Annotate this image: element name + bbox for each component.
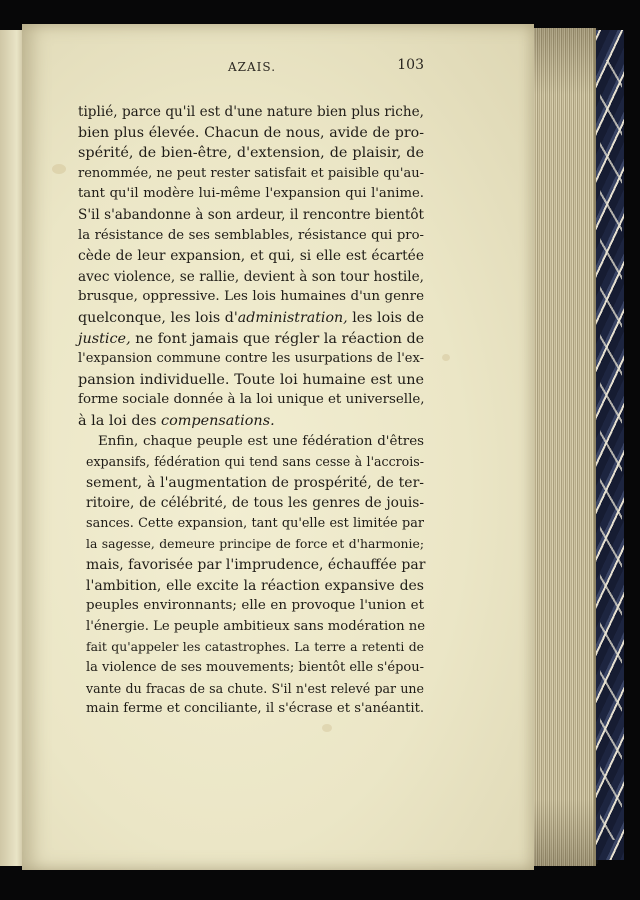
- foxing-spot: [52, 164, 66, 174]
- page-number: 103: [397, 57, 424, 73]
- text-line: brusque, oppressive. Les lois humaines d'un genre: [78, 289, 424, 305]
- text-line: ritoire, de célébrité, de tous les genres de jouis-: [86, 495, 424, 512]
- text-line: renommée, ne peut rester satisfait et paisible qu'au-: [78, 165, 424, 181]
- previous-page-edge: [0, 30, 24, 866]
- page-edges: [530, 28, 596, 866]
- text-line: pansion individuelle. Toute loi humaine est une: [78, 371, 424, 388]
- text-line: main ferme et conciliante, il s'écrase et s'anéantit.: [86, 701, 425, 717]
- text-run: quelconque, les lois d': [78, 309, 238, 326]
- text-line: sement, à l'augmentation de prospérité, de ter-: [86, 474, 424, 491]
- text-line: fait qu'appeler les catastrophes. La terre a retenti de: [86, 639, 424, 655]
- marbled-cover-veins: [600, 60, 622, 840]
- running-head: [80, 56, 426, 82]
- text-line: l'énergie. Le peuple ambitieux sans modération ne: [86, 618, 426, 634]
- italic-term: compensations.: [161, 412, 275, 429]
- text-line: S'il s'abandonne à son ardeur, il rencontre bientôt: [78, 206, 424, 223]
- text-line: tiplié, parce qu'il est d'une nature bien plus riche,: [78, 104, 424, 120]
- text-line: expansifs, fédération qui tend sans cesse à l'accrois-: [86, 454, 424, 470]
- text-line: bien plus élevée. Chacun de nous, avide de pro-: [78, 124, 424, 141]
- body-text: [78, 102, 424, 720]
- text-run: ne font jamais que régler la réaction de: [130, 330, 425, 347]
- text-line: mais, favorisée par l'imprudence, échauffée par: [86, 557, 426, 574]
- running-title: AZAIS.: [228, 60, 277, 74]
- text-line: [78, 329, 424, 350]
- text-run: à la loi des: [78, 412, 162, 429]
- text-run: les lois de: [347, 309, 425, 326]
- foxing-spot: [322, 724, 332, 732]
- text-line: vante du fracas de sa chute. S'il n'est relevé par une: [86, 680, 424, 696]
- text-line: la violence de ses mouvements; bientôt elle s'épou-: [86, 660, 425, 676]
- text-line: cède de leur expansion, et qui, si elle est écartée: [78, 248, 424, 265]
- italic-term: justice,: [78, 330, 131, 347]
- text-line: forme sociale donnée à la loi unique et universelle,: [78, 392, 425, 408]
- text-line: spérité, de bien-être, d'extension, de plaisir, de: [78, 145, 424, 162]
- text-line: tant qu'il modère lui-même l'expansion qui l'anime.: [78, 186, 424, 202]
- text-line: la résistance de ses semblables, résistance qui pro-: [78, 227, 424, 243]
- text-line: [78, 308, 424, 329]
- text-line: l'ambition, elle excite la réaction expansive des: [86, 577, 424, 594]
- text-line: [78, 411, 424, 432]
- text-line: l'expansion commune contre les usurpations de l'ex-: [78, 351, 424, 367]
- text-line: sances. Cette expansion, tant qu'elle est limitée par: [86, 515, 424, 531]
- text-line: la sagesse, demeure principe de force et d'harmonie;: [86, 536, 424, 552]
- text-line: avec violence, se rallie, devient à son tour hostile,: [78, 268, 424, 285]
- foxing-spot: [442, 354, 450, 361]
- text-line: Enfin, chaque peuple est une fédération d'êtres: [98, 433, 424, 449]
- text-line: peuples environnants; elle en provoque l'union et: [86, 598, 424, 614]
- italic-term: administration,: [237, 309, 348, 326]
